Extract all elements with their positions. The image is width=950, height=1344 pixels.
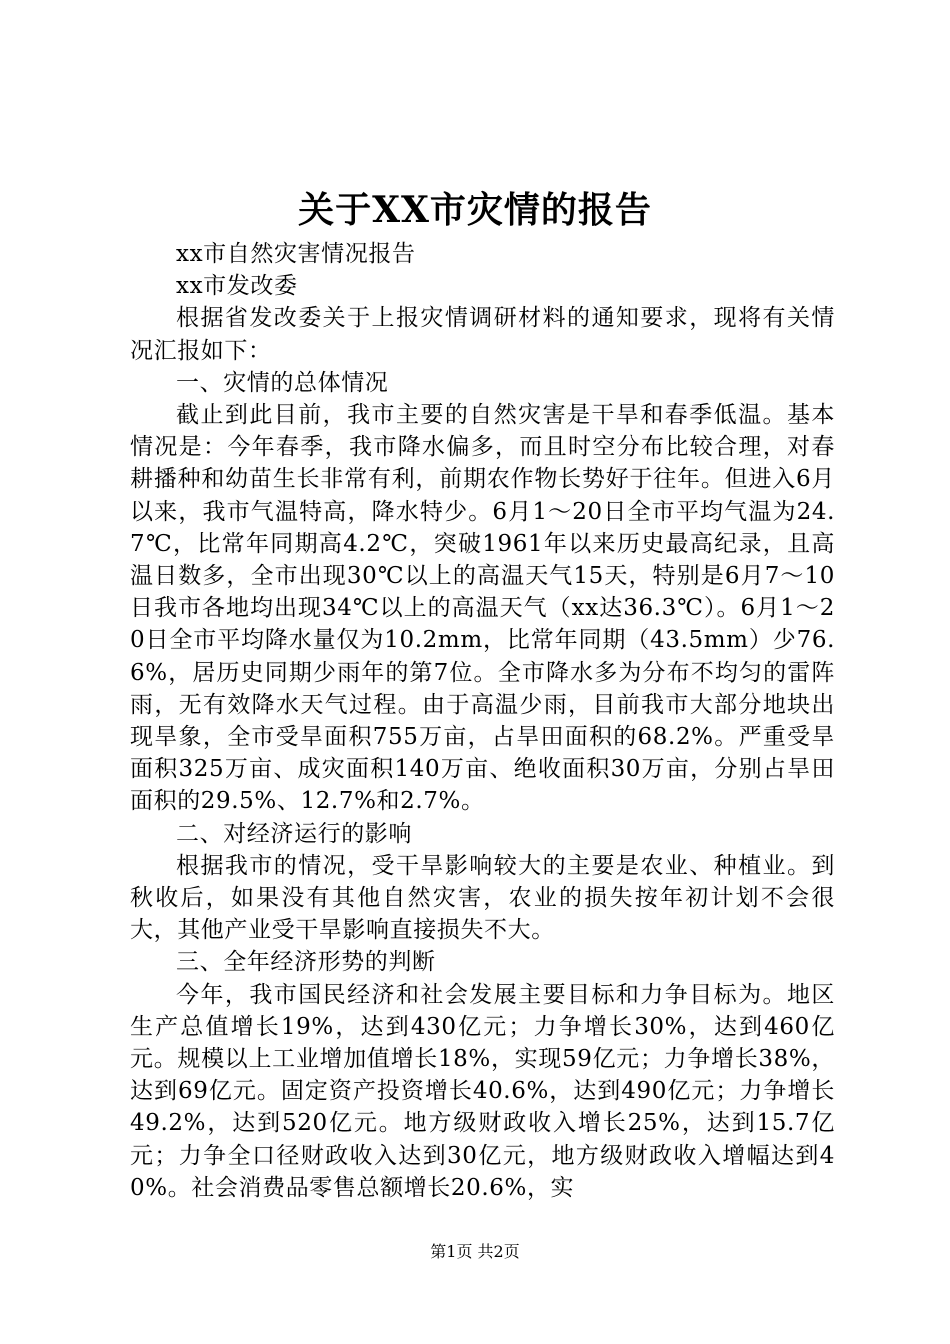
page-footer: 第1页 共2页 bbox=[430, 1242, 520, 1261]
paragraph-section-1: 截止到此目前，我市主要的自然灾害是干旱和春季低温。基本情况是：今年春季，我市降水偏多，而且时空分布比较合理，对春耕播种和幼苗生长非常有利，前期农作物长势好于往年。但进入6月以来，我市气温特高，降水特少。6月1～20日全市平均气温为24.7℃，比常年同期高4.2℃，突破1961年以来历史最高纪录，且高温日数多，全市出现30℃以上的高温天气15天，特别是6月7～10日我市各地均出现34℃以上的高温天气（xx达36.3℃）。6月1～20日全市平均降水量仅为10.2mm，比常年同期（43.5mm）少76.6%，居历史同期少雨年的第7位。全市降水多为分布不均匀的雷阵雨，无有效降水天气过程。由于高温少雨，目前我市大部分地块出现旱象，全市受旱面积755万亩，占旱田面积的68.2%。严重受旱面积325万亩、成灾面积140万亩、绝收面积30万亩，分别占旱田面积的29.5%、12.7%和2.7%。 bbox=[130, 402, 835, 815]
paragraph-report-name: xx市自然灾害情况报告 bbox=[176, 241, 416, 267]
section-heading-1: 一、灾情的总体情况 bbox=[176, 369, 389, 396]
document-title: 关于XX市灾情的报告 bbox=[298, 189, 652, 231]
paragraph-section-2: 根据我市的情况，受干旱影响较大的主要是农业、种植业。到秋收后，如果没有其他自然灾害，农业的损失按年初计划不会很大，其他产业受干旱影响直接损失不大。 bbox=[130, 852, 835, 944]
paragraph-author: xx市发改委 bbox=[176, 273, 298, 300]
section-heading-2: 二、对经济运行的影响 bbox=[176, 820, 412, 847]
section-heading-3: 三、全年经济形势的判断 bbox=[176, 949, 436, 976]
document-body bbox=[130, 238, 835, 1204]
paragraph-section-3: 今年，我市国民经济和社会发展主要目标和力争目标为。地区生产总值增长19%，达到430亿元；力争增长30%，达到460亿元。规模以上工业增加值增长18%，实现59亿元；力争增长38%，达到69亿元。固定资产投资增长40.6%，达到490亿元；力争增长49.2%，达到520亿元。地方级财政收入增长25%，达到15.7亿元；力争全口径财政收入达到30亿元，地方级财政收入增幅达到40%。社会消费品零售总额增长20.6%，实 bbox=[130, 981, 835, 1201]
paragraph-intro: 根据省发改委关于上报灾情调研材料的通知要求，现将有关情况汇报如下： bbox=[130, 305, 835, 364]
